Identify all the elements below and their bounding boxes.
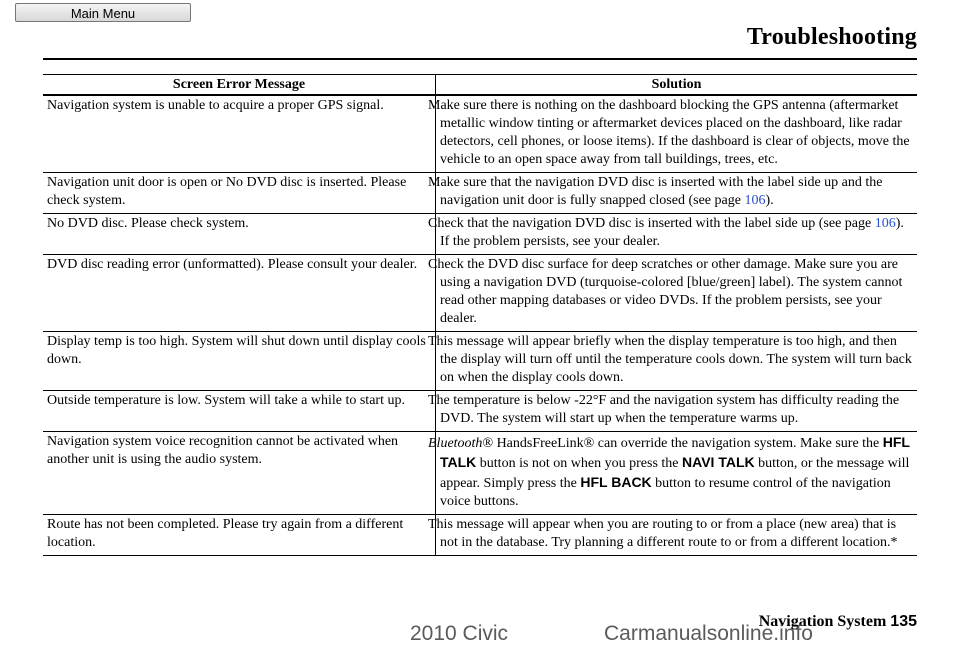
solution-cell: This message will appear when you are routing to or from a place (new area) that is not in the database. Try planning a different route to or from a different location.* — [436, 515, 918, 556]
error-message-cell: No DVD disc. Please check system. — [43, 214, 436, 255]
page-link[interactable]: 106 — [744, 193, 766, 208]
navi-talk-label: NAVI TALK — [682, 454, 755, 470]
solution-cell — [428, 173, 918, 214]
column-header-solution: Solution — [436, 75, 918, 96]
solution-text: Make sure that the navigation DVD disc is inserted with the label side up and the navigation unit door is fully snapped closed (see page — [428, 175, 883, 208]
hfl-back-label: HFL BACK — [580, 474, 652, 490]
solution-text: button to resume control of the navigation voice buttons. — [440, 476, 891, 509]
solution-cell: Make sure there is nothing on the dashboard blocking the GPS antenna (aftermarket metallic window tinting or aftermarket devices placed on the dashboard, like radar detectors, cell phones, or loose items). If the dashboard is clear of objects, move the vehicle to an open space away from tall buildings, trees, etc. — [436, 95, 918, 173]
watermark-model: 2010 Civic — [410, 622, 509, 645]
bluetooth-name: Bluetooth — [428, 436, 483, 451]
error-message-cell: Route has not been completed. Please try again from a different location. — [43, 515, 436, 556]
error-message-table — [43, 74, 917, 556]
error-message-cell: Outside temperature is low. System will take a while to start up. — [43, 391, 436, 432]
page-number: 135 — [890, 613, 917, 630]
solution-text: Check that the navigation DVD disc is inserted with the label side up (see page — [428, 216, 875, 231]
table-row — [43, 214, 917, 255]
error-message-cell: DVD disc reading error (unformatted). Please consult your dealer. — [43, 255, 436, 332]
table-row — [43, 332, 917, 391]
table-row — [43, 432, 917, 515]
error-message-cell: Display temp is too high. System will shut down until display cools down. — [43, 332, 436, 391]
error-message-cell: Navigation unit door is open or No DVD disc is inserted. Please check system. — [43, 173, 436, 214]
table-row — [43, 95, 917, 173]
main-menu-button[interactable]: Main Menu — [15, 3, 191, 22]
table-row — [43, 391, 917, 432]
table-row — [43, 173, 917, 214]
solution-text: ® HandsFreeLink® can override the navigation system. Make sure the — [482, 436, 883, 451]
solution-text: button, or the message will appear. Simply press the — [440, 456, 910, 491]
footer-section-name: Navigation System — [758, 613, 887, 630]
title-divider — [43, 58, 917, 60]
solution-text: ). If the problem persists, see your dealer. — [440, 216, 904, 249]
solution-cell: The temperature is below -22°F and the navigation system has difficulty reading the DVD. The system will start up when the temperature warms up. — [436, 391, 918, 432]
watermark-site: Carmanualsonline.info — [604, 622, 813, 645]
solution-cell: Check the DVD disc surface for deep scratches or other damage. Make sure you are using a navigation DVD (turquoise-colored [blue/green] label). The system cannot read other mapping databases or video DVDs. If the problem persists, see your dealer. — [436, 255, 918, 332]
solution-cell — [428, 432, 918, 515]
solution-cell: This message will appear briefly when the display temperature is too high, and then the display will turn off until the temperature cools down. The system will turn back on when the display cools down. — [436, 332, 918, 391]
solution-cell — [428, 214, 918, 255]
table-header-row — [43, 75, 917, 96]
error-message-cell: Navigation system is unable to acquire a proper GPS signal. — [43, 95, 436, 173]
page-link[interactable]: 106 — [874, 216, 896, 231]
solution-text: button is not on when you press the — [476, 456, 683, 471]
column-header-message: Screen Error Message — [43, 75, 436, 96]
table-row — [43, 515, 917, 556]
error-message-cell: Navigation system voice recognition cannot be activated when another unit is using the audio system. — [43, 432, 436, 515]
table-row — [43, 255, 917, 332]
hfl-talk-label: HFL TALK — [440, 434, 910, 470]
page-title: Troubleshooting — [746, 24, 917, 50]
solution-text: ). — [765, 193, 774, 208]
